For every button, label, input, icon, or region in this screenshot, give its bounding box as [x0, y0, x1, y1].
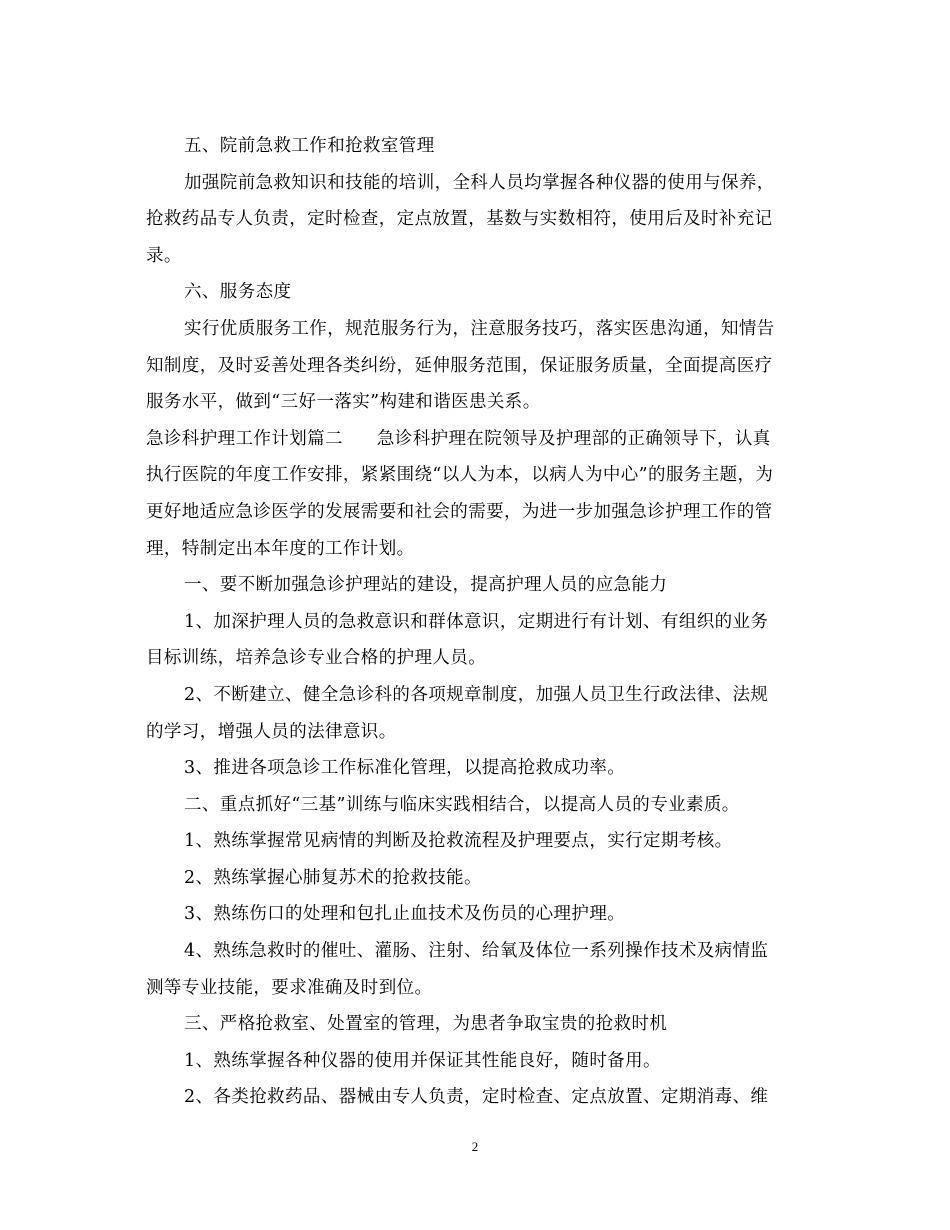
- paragraph-line: 急诊科护理在院领导及护理部的正确领导下，认真: [376, 428, 771, 449]
- section-heading: 三、严格抢救室、处置室的管理，为患者争取宝贵的抢救时机: [184, 1014, 668, 1035]
- list-item: 2、熟练掌握心肺复苏术的抢救技能。: [184, 867, 482, 888]
- article-title-line: [146, 421, 806, 458]
- paragraph-line: 更好地适应急诊医学的发展需要和社会的需要，为进一步加强急诊护理工作的管: [146, 501, 773, 522]
- document-body: [146, 128, 806, 1116]
- section-heading: 一、要不断加强急诊护理站的建设，提高护理人员的应急能力: [184, 575, 668, 596]
- section-heading: 二、重点抓好“三基”训练与临床实践相结合，以提高人员的专业素质。: [184, 794, 740, 815]
- paragraph-line: 加强院前急救知识和技能的培训，全科人员均掌握各种仪器的使用与保养，: [184, 172, 775, 193]
- paragraph-line: 知制度，及时妥善处理各类纠纷，延伸服务范围，保证服务质量，全面提高医疗: [146, 355, 773, 376]
- list-item-continuation: 目标训练，培养急诊专业合格的护理人员。: [146, 648, 487, 669]
- list-item: 1、熟练掌握各种仪器的使用并保证其性能良好，随时备用。: [184, 1050, 661, 1071]
- list-item: 1、加深护理人员的急救意识和群体意识，定期进行有计划、有组织的业务: [184, 611, 769, 632]
- paragraph-line: 理，特制定出本年度的工作计划。: [146, 538, 415, 559]
- list-item: 4、熟练急救时的催吐、灌肠、注射、给氧及体位一系列操作技术及病情监: [184, 941, 769, 962]
- paragraph-line: 录。: [146, 245, 182, 266]
- list-item-continuation: 的学习，增强人员的法律意识。: [146, 721, 397, 742]
- list-item: 1、熟练掌握常见病情的判断及抢救流程及护理要点，实行定期考核。: [184, 831, 733, 852]
- section-heading: 五、院前急救工作和抢救室管理: [184, 136, 435, 156]
- paragraph-line: 抢救药品专人负责，定时检查，定点放置，基数与实数相符，使用后及时补充记: [146, 209, 773, 230]
- section-heading: 六、服务态度: [184, 282, 292, 303]
- list-item-continuation: 测等专业技能，要求准确及时到位。: [146, 977, 433, 998]
- list-item: 3、熟练伤口的处理和包扎止血技术及伤员的心理护理。: [184, 904, 626, 925]
- paragraph-line: 服务水平，做到“三好一落实”构建和谐医患关系。: [146, 392, 541, 413]
- list-item: 3、推进各项急诊工作标准化管理，以提高抢救成功率。: [184, 758, 626, 779]
- list-item: 2、不断建立、健全急诊科的各项规章制度，加强人员卫生行政法律、法规: [184, 684, 769, 705]
- page-number: 2: [471, 1139, 479, 1154]
- list-item: 2、各类抢救药品、器械由专人负责，定时检查、定点放置、定期消毒、维: [184, 1087, 769, 1108]
- paragraph-line: 执行医院的年度工作安排，紧紧围绕“以人为本，以病人为中心”的服务主题，为: [146, 465, 774, 486]
- paragraph-line: 实行优质服务工作，规范服务行为，注意服务技巧，落实医患沟通，知情告: [184, 318, 775, 339]
- article-title: 急诊科护理工作计划篇二: [146, 428, 343, 449]
